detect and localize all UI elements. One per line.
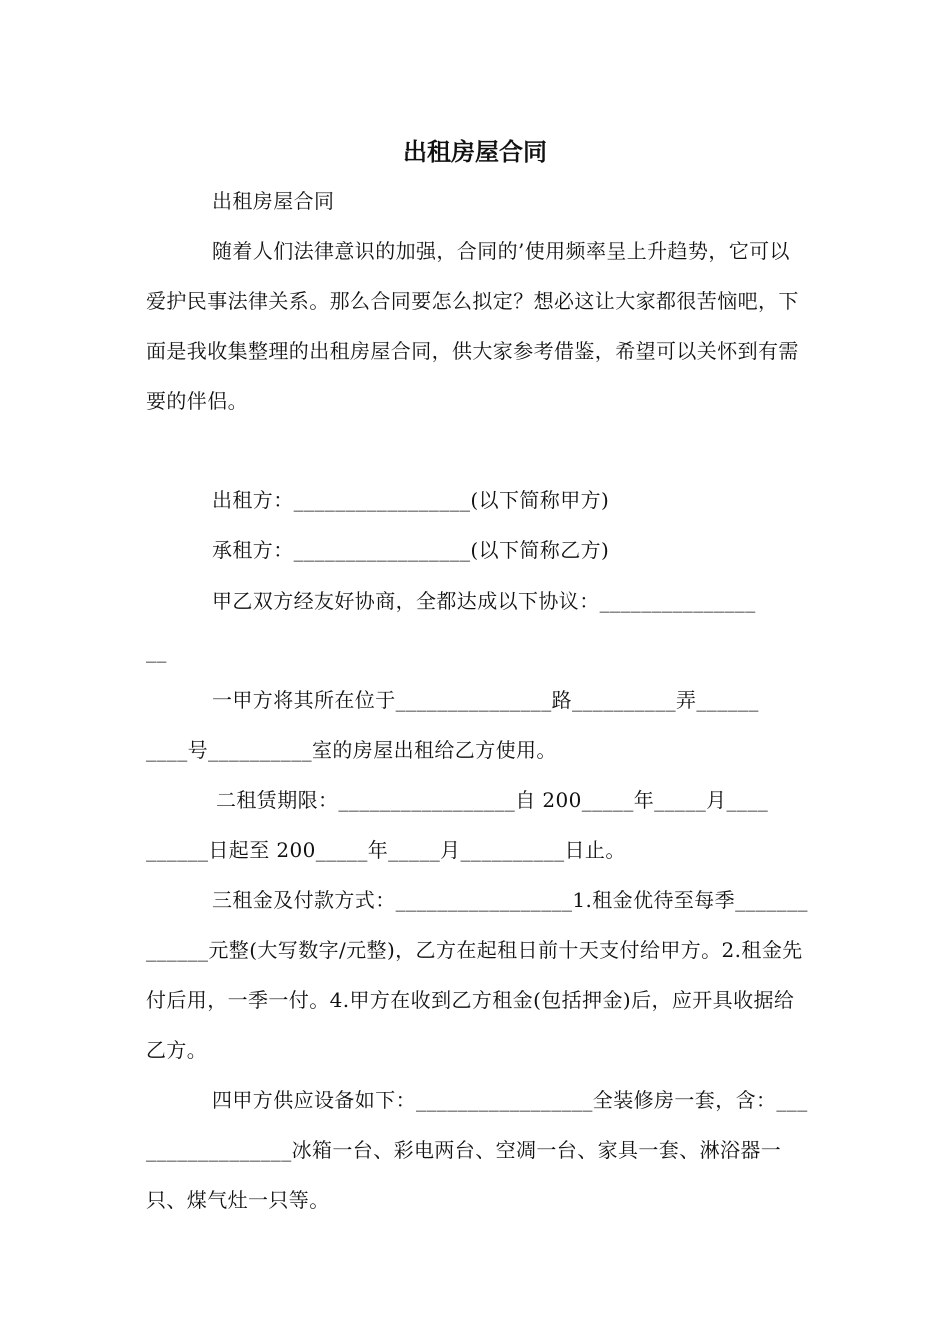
lessee-line: 承租方：_________________(以下简称乙方) bbox=[212, 538, 610, 562]
document-title: 出租房屋合同 bbox=[403, 137, 547, 166]
document-subtitle: 出租房屋合同 bbox=[212, 189, 335, 213]
agreement-line: 甲乙双方经友好协商，全都达成以下协议：_______________ bbox=[212, 589, 756, 613]
clause-1-line-continued: ____号__________室的房屋出租给乙方使用。 bbox=[146, 738, 557, 762]
clause-2-line: 二租赁期限：_________________自 200_____年_____月____ bbox=[216, 788, 769, 812]
clause-2-line-continued: ______日起至 200_____年_____月__________日止。 bbox=[146, 838, 626, 862]
clause-3-paragraph: 三租金及付款方式：_________________1.租金优待至每季_____________元整(大写数字/元整)，乙方在起租日前十天支付给甲方。2.租金先付后用，一季一付。4.甲方在收到乙方租金(包括押金)后，应开具收据给乙方。 bbox=[146, 888, 808, 1062]
intro-paragraph: 随着人们法律意识的加强，合同的’使用频率呈上升趋势，它可以爱护民事法律关系。那么合同要怎么拟定？想必这让大家都很苦恼吧，下面是我收集整理的出租房屋合同，供大家参考借鉴，希望可以关怀到有需要的伴侣。 bbox=[146, 239, 799, 413]
clause-4-paragraph: 四甲方供应设备如下：_________________全装修房一套，含：_________________冰箱一台、彩电两台、空凋一台、家具一套、淋浴器一只、煤气灶一只等。 bbox=[146, 1088, 808, 1212]
agreement-line-continued: __ bbox=[146, 639, 167, 663]
clause-1-line: 一甲方将其所在位于_______________路__________弄______ bbox=[212, 688, 759, 712]
lessor-line: 出租方：_________________(以下简称甲方) bbox=[212, 488, 610, 512]
